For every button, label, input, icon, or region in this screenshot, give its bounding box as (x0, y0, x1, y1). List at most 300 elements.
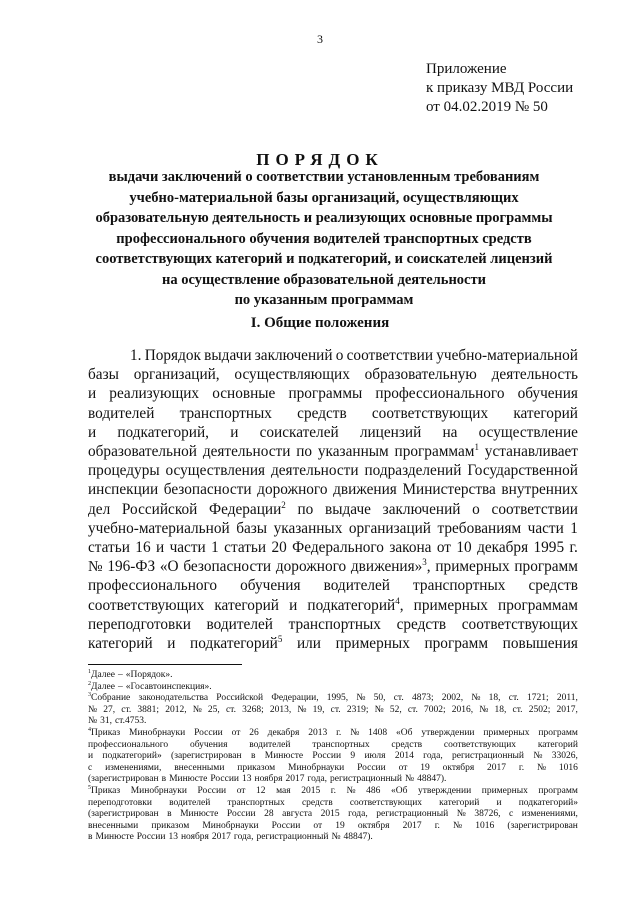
body-word: устанавливает (484, 443, 578, 461)
footnote-word: ст. (225, 704, 236, 715)
subtitle-line: по указанным программам (234, 292, 414, 308)
footnote-item (88, 786, 578, 844)
footnote-word: России (226, 809, 256, 820)
body-word: 16 (135, 539, 151, 557)
body-line (88, 384, 578, 403)
footnote-word: – (117, 681, 123, 692)
footnote-word: изменениями, (521, 809, 578, 820)
body-word: № (88, 558, 103, 576)
body-word: подкатегорий, (117, 423, 210, 441)
footnote-word: № (453, 820, 463, 831)
body-word: выдачи (204, 347, 252, 364)
footnote-word: 48847). (417, 774, 447, 785)
footnote-word: средств (391, 739, 423, 750)
body-word: Российской (121, 500, 198, 518)
footnote-word: 2017 (285, 774, 305, 785)
footnote-word: $^5$Приказ (88, 784, 121, 796)
footnote-item (88, 670, 578, 682)
footnote-word: 7002; (424, 704, 446, 715)
footnote-word: 2015 (301, 785, 321, 796)
body-word: «О (159, 558, 179, 576)
footnote-word: ст. (508, 693, 519, 704)
footnote-word: в (88, 832, 93, 843)
footnote-word: утверждении (418, 785, 472, 796)
footnote-item (88, 693, 578, 728)
footnote-word: 9 (350, 751, 356, 762)
body-word: на (442, 423, 458, 441)
footnote-word: № (533, 751, 543, 762)
body-word: г. (569, 539, 578, 557)
footnote-word: ст. (512, 704, 523, 715)
footnote-word: Минюсте (180, 809, 219, 820)
body-word: части (169, 539, 206, 557)
footnote-word: ст. (407, 704, 418, 715)
footnote-word: 2002, (441, 693, 464, 704)
footnote-word: мая (276, 785, 291, 796)
body-line (88, 404, 578, 423)
body-word: повышения (502, 635, 578, 653)
footnote-word: 52, (389, 704, 402, 715)
footnote-line (88, 682, 578, 694)
footnote-line (88, 705, 578, 717)
body-word: процедуры (88, 462, 160, 480)
footnote-word: октября (442, 762, 475, 773)
footnote-word: № (456, 809, 466, 820)
body-word: 196-ФЗ (107, 558, 156, 576)
body-word: движения»$^3$, (350, 557, 431, 576)
appendix-line: к приказу МВД России (426, 80, 574, 96)
body-word: соответствии (346, 347, 434, 364)
body-word: 1 (570, 519, 578, 537)
footnote-word: от (313, 820, 323, 831)
footnote-word: категорий (439, 797, 480, 808)
body-line (88, 557, 578, 576)
body-word: категорий (88, 635, 153, 653)
body-line (88, 461, 578, 480)
footnote-word: водителей (249, 739, 291, 750)
footnote-word: 25, (207, 704, 220, 715)
body-word: о (335, 347, 344, 364)
footnote-word: профессионального (88, 739, 169, 750)
footnote-word: России (210, 774, 239, 785)
body-word: заключений (254, 347, 333, 364)
footnote-word: изменениями, (105, 762, 162, 773)
body-word: деятельности (202, 443, 291, 461)
body-word: базы (236, 519, 268, 537)
footnote-word: № (356, 693, 366, 704)
footnote-word: № (471, 693, 481, 704)
footnote-word: категорий (537, 739, 578, 750)
body-line (88, 538, 578, 557)
body-word: безопасности (163, 481, 252, 499)
body-word: категорий (214, 596, 279, 614)
section-heading: I. Общие положения (250, 315, 390, 331)
footnote-word: г. (336, 727, 342, 738)
body-word: водителей (206, 615, 273, 633)
footnote-word: Минюсте (95, 832, 134, 843)
footnote-line (88, 832, 578, 844)
footnote-word: г. (330, 785, 336, 796)
footnote-word: России (271, 820, 301, 831)
footnote-word: 13 (168, 832, 178, 843)
footnote-word: водителей (169, 797, 211, 808)
footnote-word: и (88, 751, 94, 762)
footnote-word: № (479, 704, 489, 715)
footnote-line (88, 751, 578, 763)
body-line (88, 480, 578, 499)
footnote-word: 4873; (411, 693, 434, 704)
footnote-word: ноября (254, 774, 283, 785)
body-word: и (289, 596, 298, 614)
body-word: инспекции (88, 481, 159, 499)
footnote-line (88, 740, 578, 752)
body-word: статьи (224, 539, 267, 557)
footnote-word: № (192, 704, 202, 715)
footnote-word: 38726, (474, 809, 501, 820)
page-number: 3 (317, 32, 323, 46)
document-subtitle (84, 167, 564, 311)
footnote-word: от (231, 727, 241, 738)
body-word: Государственной (467, 462, 578, 480)
footnote-line (88, 716, 578, 728)
footnote-line (88, 821, 578, 833)
body-word: по (296, 443, 313, 461)
footnote-word: 2014 (394, 751, 414, 762)
body-word: Федерального (292, 539, 384, 557)
subtitle-line: образовательную деятельность и реализующих основные программы (95, 210, 553, 226)
footnote-line (88, 763, 578, 775)
footnote-ref: 1 (474, 441, 479, 452)
footnote-word: 2017 (211, 832, 231, 843)
footnote-word: 1016 (558, 762, 578, 773)
body-word: от (436, 539, 451, 557)
body-word: средств (297, 404, 347, 422)
body-word: соответствующих (88, 596, 205, 614)
footnote-word: 31, (100, 716, 112, 727)
footnote-word: года, (233, 832, 254, 843)
body-word: лицензий (359, 423, 422, 441)
footnote-word: с (508, 809, 514, 820)
footnote-word: внесенными (174, 762, 225, 773)
footnote-word: – (117, 670, 123, 680)
body-word: обучения (517, 385, 578, 403)
footnote-word: 2013 (308, 727, 328, 738)
footnote-word: утверждении (421, 727, 475, 738)
footnote-word: транспортных (227, 797, 285, 808)
body-word: о (472, 500, 480, 518)
footnote-word: 1408 (368, 727, 388, 738)
body-word: обучения (240, 577, 301, 595)
footnote-word: 13 (242, 774, 252, 785)
body-word: или (296, 635, 321, 653)
body-word: Порядок (144, 347, 201, 364)
footnote-word: года, (307, 774, 328, 785)
body-word: безопасности (183, 558, 272, 576)
footnote-word: Минобрнауки (129, 727, 186, 738)
footnote-word: 2013, (269, 704, 292, 715)
body-word: внутренних (501, 481, 578, 499)
footnote-word: «Об (396, 727, 413, 738)
footnote-word: 486 (366, 785, 381, 796)
footnote-word: октября (357, 820, 390, 831)
footnote-word: г. (518, 762, 525, 773)
body-word: программы (288, 385, 363, 403)
body-word: профессионального (88, 577, 218, 595)
footnote-word: года, (423, 751, 443, 762)
footnote-word: 19 (420, 762, 430, 773)
body-word: средств (528, 577, 578, 595)
footnote-word: ст. (121, 704, 132, 715)
footnote-word: № (536, 762, 547, 773)
footnote-word: регистрационный (256, 832, 329, 843)
body-word: декабря (477, 539, 529, 557)
footnote-ref: 3 (422, 557, 427, 568)
footnote-word: (зарегистрирован (88, 774, 159, 785)
body-word: примерных (335, 635, 410, 653)
footnote-word: соответствующих (443, 739, 517, 750)
body-word: выдаче (325, 500, 371, 518)
footnote-word: в (167, 809, 172, 820)
footnote-word: и (496, 797, 502, 808)
body-word: 10 (456, 539, 472, 557)
footnote-word: № (88, 716, 98, 727)
footnote-line (88, 670, 578, 682)
footnote-word: (зарегистрирован (171, 751, 242, 762)
footnote-word: примерных (483, 727, 530, 738)
body-word: базы (88, 366, 119, 384)
footnote-word: регистрационный (452, 751, 524, 762)
body-word: учебно-материальной (88, 519, 230, 537)
footnote-word: приказом (151, 820, 190, 831)
footnote-word: России (194, 727, 223, 738)
footnote-word: программ (538, 727, 578, 738)
footnote-marker: 2 (88, 680, 91, 687)
footnote-word: внесенными (88, 820, 139, 831)
body-word: подразделений (364, 462, 462, 480)
body-word: заключений (382, 500, 461, 518)
footnote-word: 18, (488, 693, 501, 704)
footnote-word: $^2$Далее (88, 680, 115, 692)
footnote-word: (зарегистрирован (88, 809, 159, 820)
body-word: примерных (435, 558, 510, 576)
footnote-word: 2017 (402, 820, 422, 831)
subtitle-line: выдачи заключений о соответствии установленным требованиям (108, 169, 540, 185)
body-word: образовательную (364, 366, 477, 384)
body-word: закона (389, 539, 432, 557)
footnote-line (88, 728, 578, 740)
body-word: указанных (273, 519, 343, 537)
footnote-word: 2017, (556, 704, 578, 715)
footnote-word: ст.4753. (114, 716, 147, 727)
footnote-word: соответствующих (349, 797, 423, 808)
footnote-word: Российской (216, 693, 264, 704)
body-word: профессионального (375, 385, 505, 403)
footnote-word: 1016 (475, 820, 495, 831)
footnote-word: Минюсте (169, 774, 208, 785)
body-word: осуществляющих (234, 366, 350, 384)
footnote-word: 1995, (326, 693, 349, 704)
footnote-word: ноября (180, 832, 209, 843)
body-word: средств (396, 615, 447, 633)
body-word: водителей (323, 577, 390, 595)
footnote-word: 19, (312, 704, 325, 715)
body-word: осуществление (478, 423, 578, 441)
footnote-line (88, 809, 578, 821)
footnote-word: подкатегорий» (102, 751, 162, 762)
footnote-word: августа (282, 809, 313, 820)
body-word: деятельность (491, 366, 578, 384)
footnote-word: программ (538, 785, 578, 796)
body-word: дорожного (257, 481, 328, 499)
body-word: части (527, 519, 564, 537)
footnote-word: средств (301, 797, 333, 808)
body-line (88, 634, 578, 653)
footnote-word: № (350, 727, 360, 738)
body-word: основные (212, 385, 276, 403)
body-line (88, 500, 578, 519)
footnote-word: переподготовки (88, 797, 152, 808)
footnote-word: «Порядок». (125, 670, 173, 680)
body-line (88, 519, 578, 538)
body-word: 1. (130, 347, 142, 364)
footnote-separator (88, 664, 242, 665)
footnote-line (88, 693, 578, 705)
footnote-word: (зарегистрирован (507, 820, 578, 831)
body-word: деятельности (270, 462, 359, 480)
body-line (88, 423, 578, 442)
body-word: примерных (413, 596, 488, 614)
footnote-ref: 2 (281, 499, 286, 510)
footnote-word: транспортных (312, 739, 370, 750)
footnote-word: № (331, 832, 341, 843)
body-word: дорожного (275, 558, 347, 576)
footnote-word: Федерации, (271, 693, 319, 704)
footnote-word: ст. (393, 693, 404, 704)
footnote-word: 2502; (528, 704, 551, 715)
footnote-word: 18, (494, 704, 507, 715)
body-line (88, 365, 578, 384)
footnote-word: «Госавтоинспекция». (125, 681, 212, 692)
footnote-word: от (398, 762, 408, 773)
footnote-word: 19 (335, 820, 345, 831)
footnote-word: регистрационный (376, 809, 449, 820)
footnote-word: 2015 (320, 809, 340, 820)
body-word: осуществления (165, 462, 266, 480)
footnote-word: июля (364, 751, 386, 762)
body-word: организаций, (133, 366, 220, 384)
body-word: соответствующих (371, 404, 489, 422)
body-word: программам (498, 596, 578, 614)
footnote-ref: 4 (395, 595, 400, 606)
body-line (88, 576, 578, 595)
subtitle-line: соответствующих категорий и подкатегорий, и соискателей лицензий (95, 251, 553, 267)
footnote-word: № (88, 704, 98, 715)
body-word: транспортных (413, 577, 506, 595)
footnote-marker: 4 (88, 726, 91, 733)
appendix-header (426, 60, 573, 117)
footnote-word: России (357, 762, 386, 773)
body-word: организаций (348, 519, 431, 537)
footnote-word: с (88, 762, 93, 773)
body-line (88, 596, 578, 615)
footnote-word: 1721; (526, 693, 549, 704)
footnote-word: в (161, 774, 167, 785)
body-word: категорий (513, 404, 578, 422)
footnote-word: регистрационный (330, 774, 402, 785)
body-word: подкатегорий$^5$ (190, 633, 283, 653)
footnote-word: 2017 (487, 762, 507, 773)
footnote-word: года, (348, 809, 368, 820)
appendix-line: Приложение (426, 61, 507, 77)
body-word: программам$^1$ (394, 441, 479, 461)
footnote-word: приказом (237, 762, 276, 773)
body-word: Федерации$^2$ (209, 499, 286, 518)
footnote-word: 50, (373, 693, 386, 704)
footnote-word: обучения (189, 739, 228, 750)
footnote-item (88, 682, 578, 694)
footnote-word: 27, (103, 704, 116, 715)
footnotes (88, 670, 578, 844)
footnote-word: 2016, (451, 704, 474, 715)
footnote-word: 2012, (165, 704, 187, 715)
footnote-line (88, 774, 578, 786)
footnote-word: 3881; (137, 704, 160, 715)
footnote-word: 28 (264, 809, 274, 820)
footnote-word: № (346, 785, 356, 796)
paragraph-body (88, 346, 578, 653)
body-line (88, 346, 578, 365)
footnote-word: 33026, (551, 751, 578, 762)
footnote-marker: 1 (88, 668, 91, 675)
body-word: учебно-материальной (436, 347, 578, 364)
footnote-marker: 3 (88, 692, 91, 699)
footnote-word: России (312, 751, 342, 762)
footnote-item (88, 728, 578, 786)
footnote-word: декабря (267, 727, 300, 738)
body-word: соответствии (491, 500, 578, 518)
body-word: 20 (271, 539, 287, 557)
footnote-word: от (236, 785, 246, 796)
footnote-word: $^3$Собрание (88, 692, 131, 704)
footnote-word: № (405, 774, 415, 785)
body-word: переподготовки (88, 615, 191, 633)
footnote-word: 26 (249, 727, 259, 738)
body-word: соискателей (259, 423, 339, 441)
subtitle-line: учебно-материальной базы организаций, осуществляющих (129, 189, 519, 206)
body-word: реализующих (109, 385, 200, 403)
body-word: и (88, 385, 97, 403)
body-word: образовательной (88, 443, 197, 461)
subtitle-line: профессионального обучения водителей транспортных средств (116, 230, 532, 247)
footnote-word: Минобрнауки (288, 762, 345, 773)
footnote-word: подкатегорий» (518, 797, 578, 808)
footnote-marker: 5 (88, 784, 91, 791)
body-word: 1995 (533, 539, 565, 557)
footnote-word: г. (434, 820, 440, 831)
body-word: по (297, 500, 314, 518)
footnote-word: ст. (330, 704, 341, 715)
body-word: дел (88, 500, 111, 518)
footnote-word: 48847). (343, 832, 373, 843)
body-word: водителей (88, 404, 155, 422)
footnote-word: России (197, 785, 227, 796)
footnote-word: Минобрнауки (130, 785, 187, 796)
body-word: Министерства (402, 481, 496, 499)
body-word: требованиям (437, 519, 522, 537)
body-word: программ (514, 558, 578, 576)
body-word: транспортных (179, 404, 272, 422)
footnote-word: 3268; (242, 704, 264, 715)
